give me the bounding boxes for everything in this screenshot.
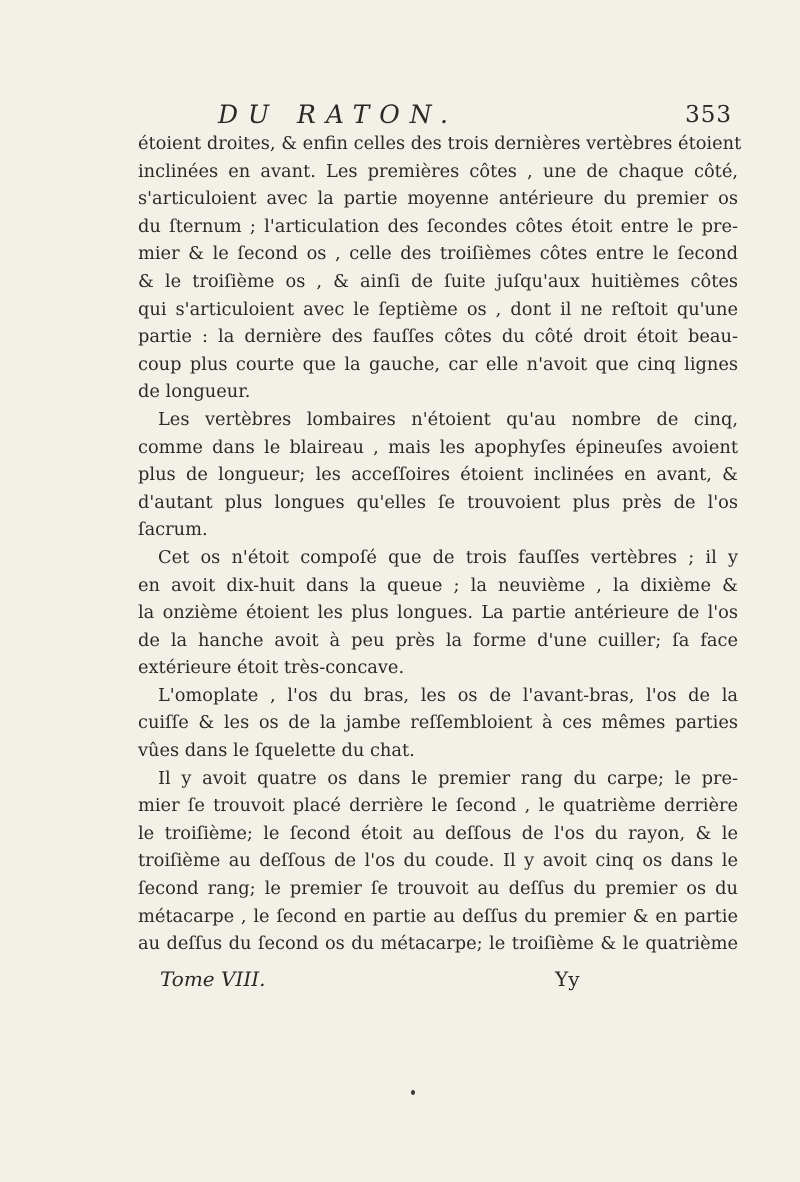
- text-line: en avoit dix-huit dans la queue ; la neuvième , la dixième &: [138, 574, 738, 596]
- text-line: étoient droites, & enfin celles des trois dernières vertèbres étoient: [138, 133, 742, 154]
- text-line: du ſternum ; l'articulation des ſecondes côtes étoit entre le pre-: [138, 215, 738, 237]
- text-line: d'autant plus longues qu'elles ſe trouvoient plus près de l'os: [138, 491, 738, 513]
- text-line: de la hanche avoit à peu près la forme d'une cuiller; ſa face: [138, 629, 738, 651]
- text-line: coup plus courte que la gauche, car elle n'avoit que cinq lignes: [138, 353, 738, 375]
- text-line: qui s'articuloient avec le ſeptième os , dont il ne reſtoit qu'une: [138, 298, 738, 320]
- text-line: troiſième au deſſous de l'os du coude. Il y avoit cinq os dans le: [138, 850, 738, 872]
- page-header: [200, 98, 760, 132]
- text-line: Il y avoit quatre os dans le premier rang du carpe; le pre-: [158, 767, 738, 789]
- text-line: & le troiſième os , & ainſi de ſuite juſqu'aux huitièmes côtes: [138, 270, 738, 292]
- text-line: ſacrum.: [138, 519, 208, 541]
- signature-mark: Yy: [555, 967, 580, 991]
- text-line: métacarpe , le ſecond en partie au deſſus du premier & en partie: [138, 905, 738, 927]
- page-footer: [160, 964, 720, 994]
- ink-speck: [411, 1090, 415, 1095]
- text-line: cuiſſe & les os de la jambe reſſembloient à ces mêmes parties: [138, 712, 738, 734]
- text-line: le troiſième; le ſecond étoit au deſſous de l'os du rayon, & le: [138, 822, 738, 844]
- text-line: extérieure étoit très-concave.: [138, 657, 405, 679]
- body-text: [138, 130, 742, 958]
- page-number: 353: [685, 102, 732, 128]
- text-line: vûes dans le ſquelette du chat.: [138, 740, 415, 762]
- text-line: comme dans le blaireau , mais les apophyſes épineuſes avoient: [138, 436, 738, 458]
- running-head: DU RATON.: [218, 100, 458, 129]
- text-line: inclinées en avant. Les premières côtes , une de chaque côté,: [138, 160, 738, 182]
- text-line: de longueur.: [138, 381, 251, 403]
- text-line: partie : la dernière des fauſſes côtes du côté droit étoit beau-: [138, 326, 738, 348]
- text-line: mier & le ſecond os , celle des troiſièmes côtes entre le ſecond: [138, 243, 738, 265]
- volume-label: Tome VIII.: [160, 967, 266, 991]
- text-line: la onzième étoient les plus longues. La partie antérieure de l'os: [138, 602, 738, 624]
- text-line: mier ſe trouvoit placé derrière le ſecond , le quatrième derrière: [138, 795, 738, 817]
- text-line: au deſſus du ſecond os du métacarpe; le troiſième & le quatrième: [138, 933, 738, 955]
- text-line: Les vertèbres lombaires n'étoient qu'au nombre de cinq,: [158, 408, 738, 430]
- text-line: s'articuloient avec la partie moyenne antérieure du premier os: [138, 188, 738, 210]
- text-line: ſecond rang; le premier ſe trouvoit au deſſus du premier os du: [138, 878, 738, 900]
- text-line: plus de longueur; les acceſſoires étoient inclinées en avant, &: [138, 464, 738, 486]
- text-line: Cet os n'étoit compoſé que de trois fauſſes vertèbres ; il y: [158, 546, 738, 568]
- text-line: L'omoplate , l'os du bras, les os de l'avant-bras, l'os de la: [158, 684, 738, 706]
